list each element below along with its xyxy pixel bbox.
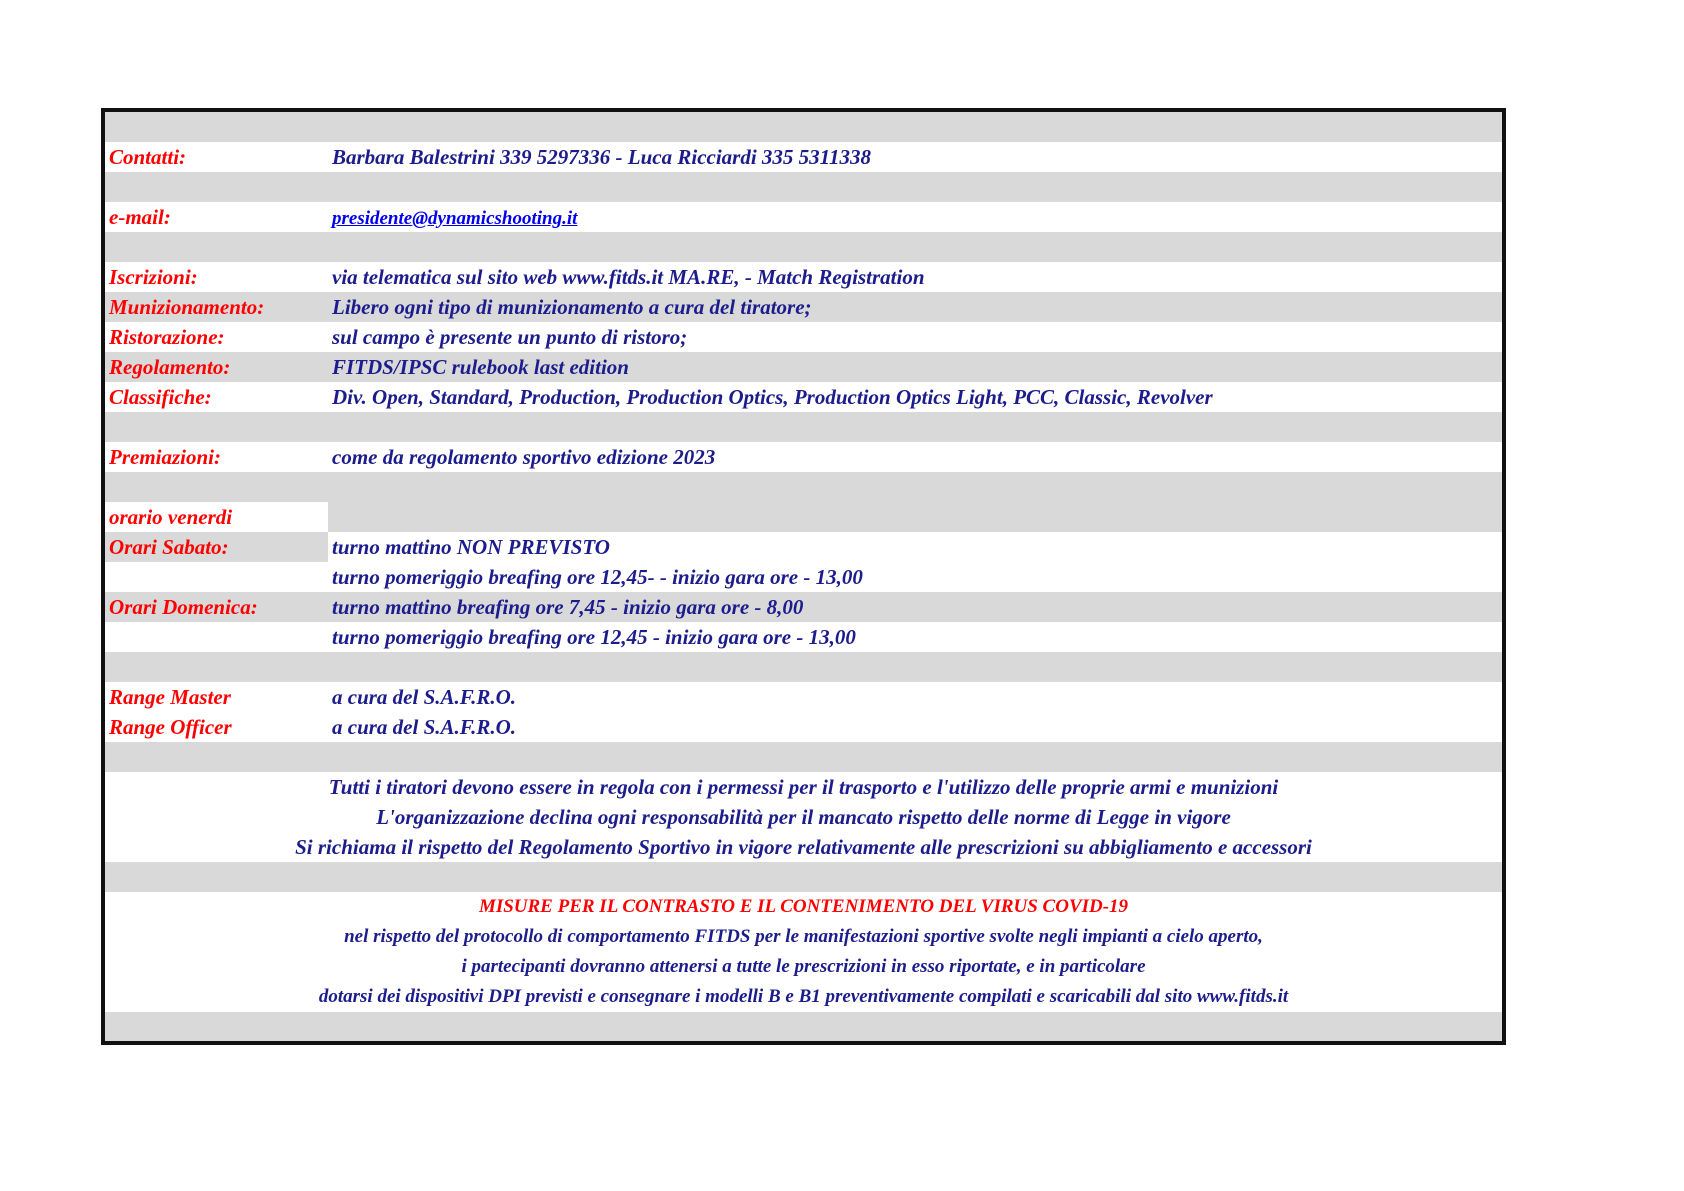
covid-line: nel rispetto del protocollo di comportamento FITDS per le manifestazioni sportive svolte negli impianti a cielo aperto, <box>344 926 1263 947</box>
orari-domenica-label: Orari Domenica: <box>109 595 258 619</box>
orario-venerdi-label: orario venerdi <box>109 505 233 529</box>
email-row <box>105 202 1502 232</box>
note-line: L'organizzazione declina ogni responsabilità per il mancato rispetto delle norme di Legge in vigore <box>376 805 1231 829</box>
covid-line: i partecipanti dovranno attenersi a tutte le prescrizioni in esso riportate, e in particolare <box>461 956 1146 977</box>
orari-domenica-mattino: turno mattino breafing ore 7,45 - inizio gara ore - 8,00 <box>332 595 804 619</box>
contatti-value: Barbara Balestrini 339 5297336 - Luca Ricciardi 335 5311338 <box>332 145 872 169</box>
munizionamento-row <box>105 292 1502 322</box>
range-master-value: a cura del S.A.F.R.O. <box>332 685 516 709</box>
orari-domenica-pomeriggio: turno pomeriggio breafing ore 12,45 - inizio gara ore - 13,00 <box>332 625 856 649</box>
contatti-label: Contatti: <box>109 145 187 169</box>
ristorazione-value: sul campo è presente un punto di ristoro; <box>332 325 688 349</box>
spacer-row <box>105 742 1502 772</box>
orari-sabato-pomeriggio-row <box>105 562 1502 592</box>
spacer-row <box>105 652 1502 682</box>
email-label: e-mail: <box>109 205 171 229</box>
covid-line-row <box>105 982 1502 1012</box>
ristorazione-label: Ristorazione: <box>109 325 225 349</box>
spacer-row <box>105 472 1502 502</box>
contatti-row <box>105 142 1502 172</box>
classifiche-row <box>105 382 1502 412</box>
covid-line-row <box>105 922 1502 952</box>
premiazioni-value: come da regolamento sportivo edizione 2023 <box>332 445 716 469</box>
iscrizioni-label: Iscrizioni: <box>109 265 198 289</box>
spacer-row <box>105 172 1502 202</box>
covid-title: MISURE PER IL CONTRASTO E IL CONTENIMENTO DEL VIRUS COVID-19 <box>478 896 1129 917</box>
munizionamento-label: Munizionamento: <box>109 295 265 319</box>
email-link[interactable]: presidente@dynamicshooting.it <box>332 208 578 229</box>
note-line: Si richiama il rispetto del Regolamento Sportivo in vigore relativamente alle prescrizioni su abbigliamento e accessori <box>295 835 1312 859</box>
orario-venerdi-row <box>105 502 1502 532</box>
orari-sabato-row <box>105 532 1502 562</box>
classifiche-label: Classifiche: <box>109 385 212 409</box>
regolamento-label: Regolamento: <box>109 355 231 379</box>
iscrizioni-row <box>105 262 1502 292</box>
orari-sabato-mattino: turno mattino NON PREVISTO <box>332 535 610 559</box>
orari-domenica-row <box>105 592 1502 622</box>
classifiche-value: Div. Open, Standard, Production, Production Optics, Production Optics Light, PCC, Classic, Revolver <box>332 385 1213 409</box>
munizionamento-value: Libero ogni tipo di munizionamento a cura del tiratore; <box>332 295 812 319</box>
premiazioni-row <box>105 442 1502 472</box>
regolamento-row <box>105 352 1502 382</box>
range-master-label: Range Master <box>109 685 231 709</box>
info-table <box>101 108 1506 1045</box>
spacer-row <box>105 1012 1502 1042</box>
ristorazione-row <box>105 322 1502 352</box>
spacer-row <box>105 232 1502 262</box>
range-officer-label: Range Officer <box>109 715 232 739</box>
iscrizioni-value: via telematica sul sito web www.fitds.it MA.RE, - Match Registration <box>332 265 925 289</box>
email-value-cell <box>332 202 577 232</box>
orari-sabato-label: Orari Sabato: <box>109 535 229 559</box>
covid-line-row <box>105 952 1502 982</box>
covid-title-row <box>105 892 1502 922</box>
covid-line: dotarsi dei dispositivi DPI previsti e consegnare i modelli B e B1 preventivamente compilati e scaricabili dal sito www.fitds.it <box>318 986 1289 1007</box>
spacer-row <box>105 112 1502 142</box>
range-officer-value: a cura del S.A.F.R.O. <box>332 715 516 739</box>
range-master-row <box>105 682 1502 712</box>
range-officer-row <box>105 712 1502 742</box>
note-row <box>105 832 1502 862</box>
note-line: Tutti i tiratori devono essere in regola con i permessi per il trasporto e l'utilizzo delle proprie armi e munizioni <box>328 775 1279 799</box>
spacer-row <box>105 412 1502 442</box>
orari-sabato-pomeriggio: turno pomeriggio breafing ore 12,45- - inizio gara ore - 13,00 <box>332 565 863 589</box>
orari-domenica-pomeriggio-row <box>105 622 1502 652</box>
spacer-row <box>105 862 1502 892</box>
premiazioni-label: Premiazioni: <box>109 445 222 469</box>
note-row <box>105 802 1502 832</box>
regolamento-value: FITDS/IPSC rulebook last edition <box>332 355 629 379</box>
note-row <box>105 772 1502 802</box>
